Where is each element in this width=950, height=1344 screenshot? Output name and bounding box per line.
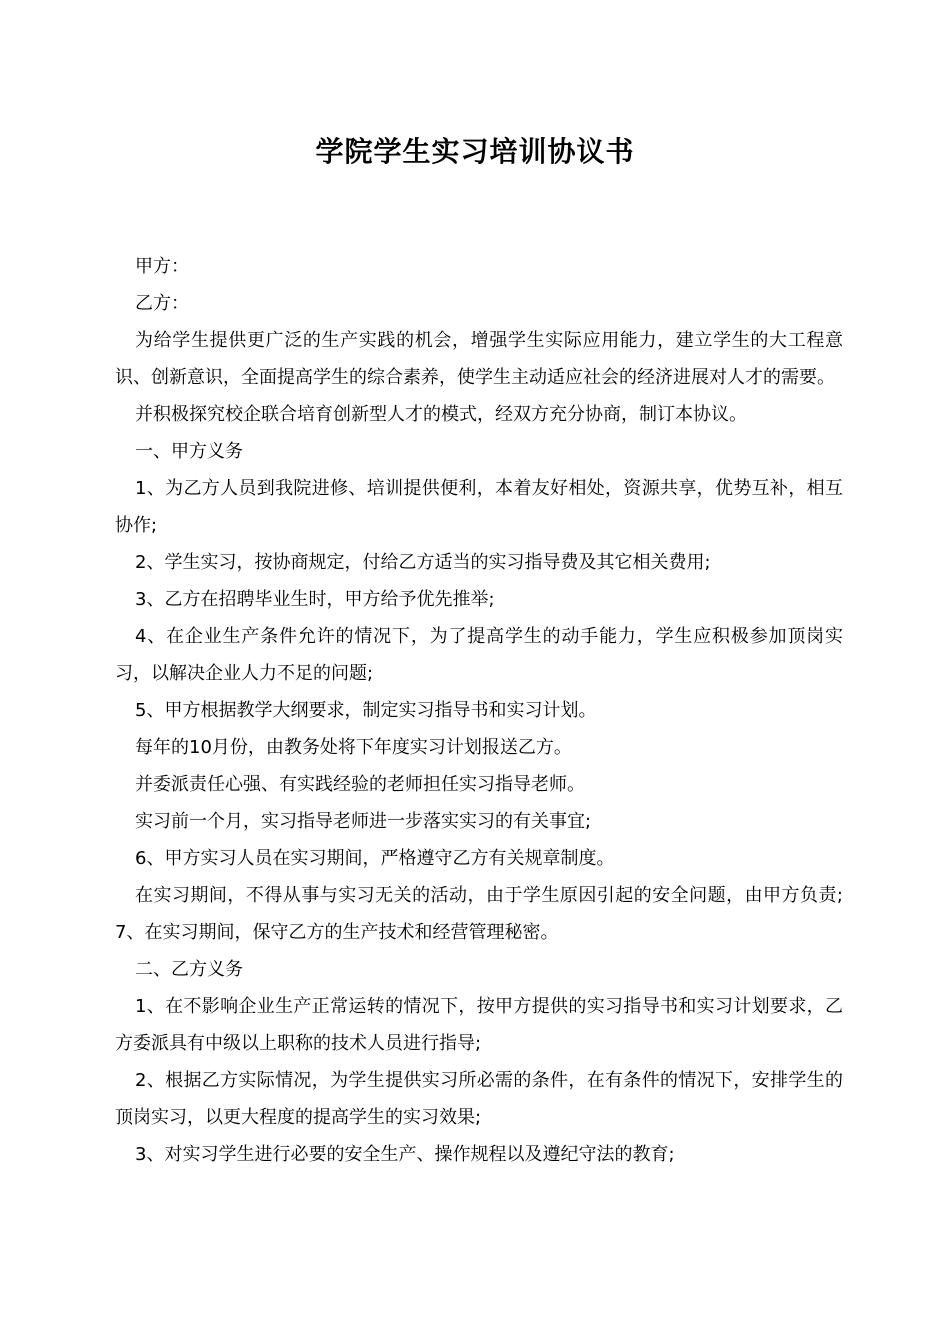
paragraph-a-item-3: 3、乙方在招聘毕业生时，甲方给予优先推举;: [135, 589, 495, 610]
paragraph-a-item-6: 6、甲方实习人员在实习期间，严格遵守乙方有关规章制度。: [135, 848, 615, 869]
paragraph-a-item-1: 1、为乙方人员到我院进修、培训提供便利，本着友好相处，资源共享，优势互补，相互协作;: [115, 478, 843, 536]
section-heading-party-b-obligations: 二、乙方义务: [135, 959, 243, 980]
paragraph-b-item-2: 2、根据乙方实际情况，为学生提供实习所必需的条件，在有条件的情况下，安排学生的顶岗实习，以更大程度的提高学生的实习效果;: [115, 1070, 843, 1128]
paragraph-a-item-6-detail: 在实习期间，不得从事与实习无关的活动，由于学生原因引起的安全问题，由甲方负责;7、在实习期间，保守乙方的生产技术和经营管理秘密。: [115, 885, 843, 943]
paragraph-a-item-5-schedule: 每年的10月份，由教务处将下年度实习计划报送乙方。: [135, 737, 572, 758]
paragraph-b-item-3: 3、对实习学生进行必要的安全生产、操作规程以及遵纪守法的教育;: [135, 1144, 675, 1165]
paragraph-a-item-5-prep: 实习前一个月，实习指导老师进一步落实实习的有关事宜;: [135, 811, 592, 832]
paragraph-a-item-5-teacher: 并委派责任心强、有实践经验的老师担任实习指导老师。: [135, 774, 585, 795]
paragraph-party-b: 乙方：: [135, 293, 189, 314]
paragraph-purpose: 为给学生提供更广泛的生产实践的机会，增强学生实际应用能力，建立学生的大工程意识、创新意识，全面提高学生的综合素养，使学生主动适应社会的经济进展对人才的需要。: [115, 330, 843, 388]
paragraph-b-item-1: 1、在不影响企业生产正常运转的情况下，按甲方提供的实习指导书和实习计划要求，乙方委派具有中级以上职称的技术人员进行指导;: [115, 996, 843, 1054]
section-heading-party-a-obligations: 一、甲方义务: [135, 441, 243, 462]
paragraph-a-item-5: 5、甲方根据教学大纲要求，制定实习指导书和实习计划。: [135, 700, 597, 721]
paragraph-party-a: 甲方：: [135, 256, 189, 277]
document-title: 学院学生实习培训协议书: [315, 135, 635, 168]
paragraph-agreement: 并积极探究校企联合培育创新型人才的模式，经双方充分协商，制订本协议。: [135, 404, 747, 425]
document-body: [115, 248, 843, 1173]
paragraph-a-item-4: 4、在企业生产条件允许的情况下，为了提高学生的动手能力，学生应积极参加顶岗实习，以解决企业人力不足的问题;: [115, 626, 843, 684]
paragraph-a-item-2: 2、学生实习，按协商规定，付给乙方适当的实习指导费及其它相关费用;: [135, 552, 711, 573]
